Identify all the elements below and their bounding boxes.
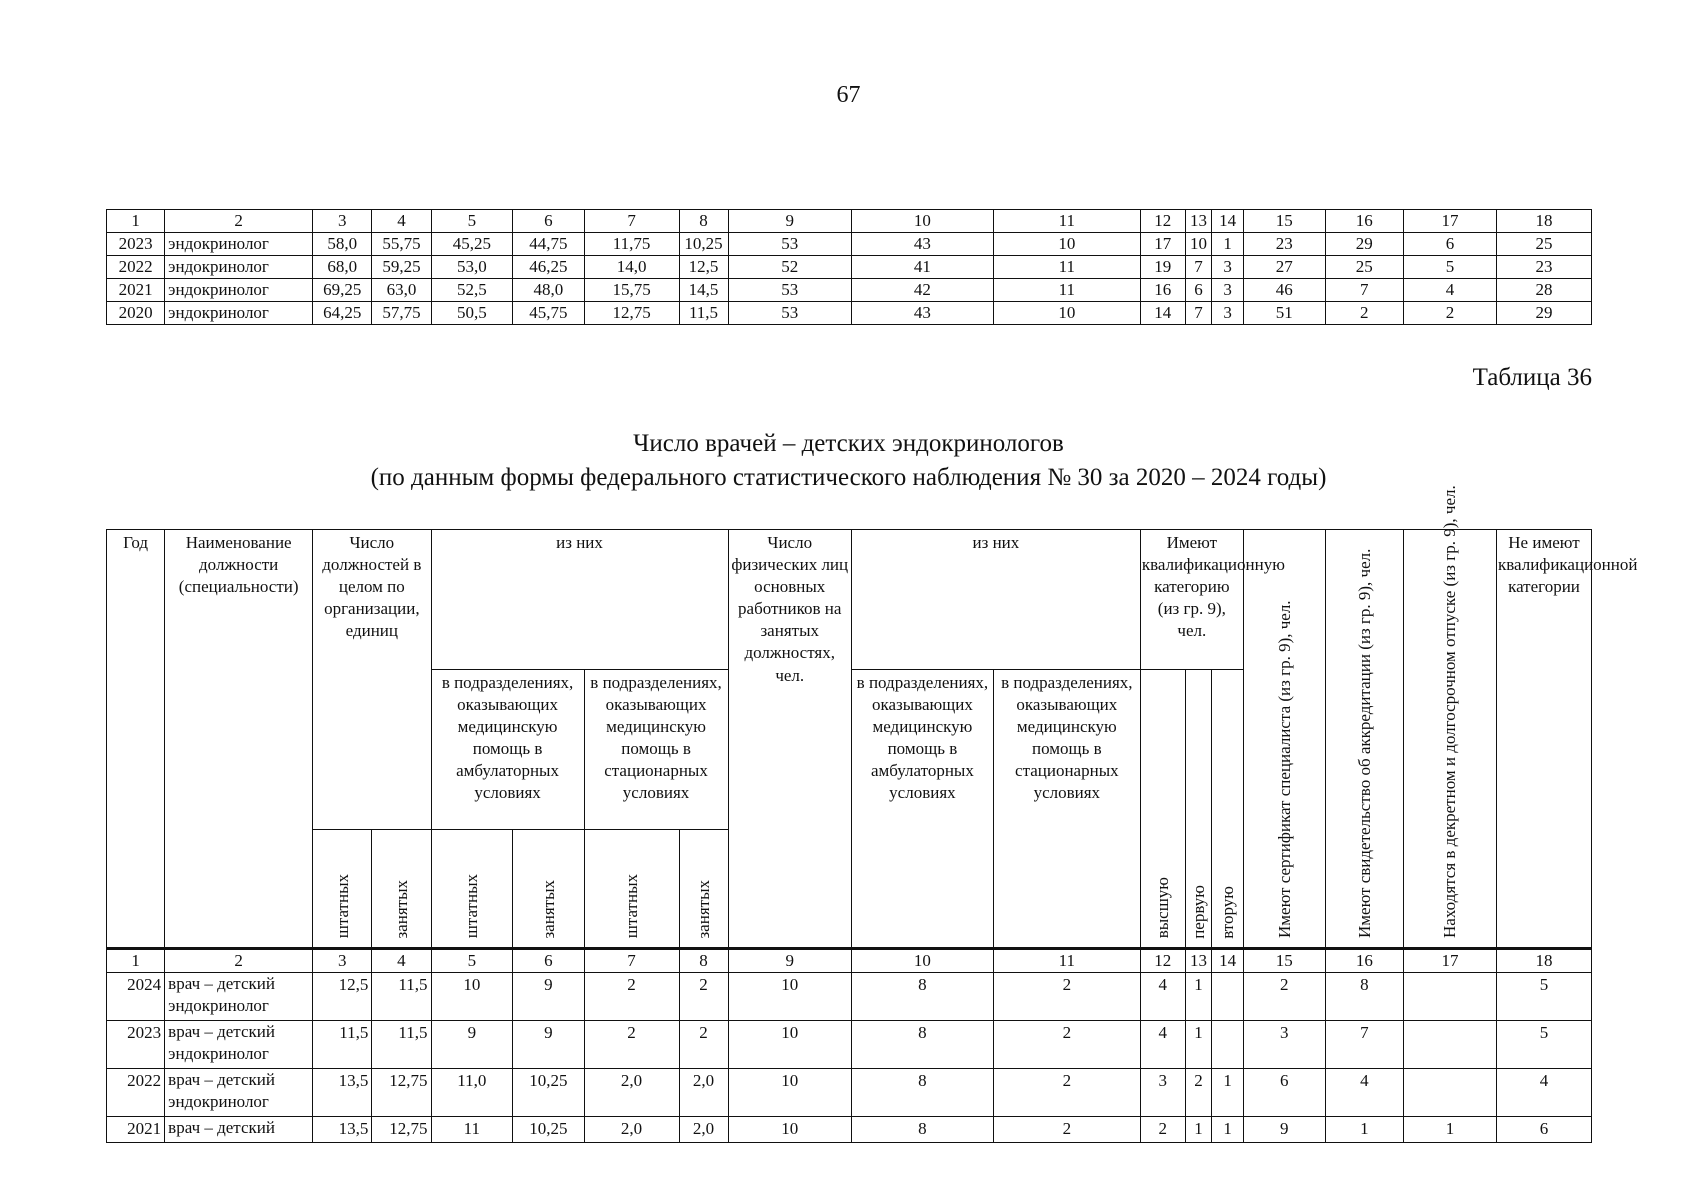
table-label: Таблица 36 (1472, 364, 1592, 391)
value-cell: 41 (851, 256, 993, 279)
header-staff-5-text: штатных (462, 874, 482, 939)
position-cell: эндокринолог (165, 279, 313, 302)
value-cell: 51 (1243, 302, 1325, 325)
value-cell: 11,5 (679, 302, 728, 325)
value-cell: 2 (679, 1021, 728, 1069)
value-cell: 46,25 (513, 256, 584, 279)
header-occupied-6-text: занятых (538, 879, 558, 939)
column-number: 14 (1212, 949, 1244, 973)
value-cell: 28 (1496, 279, 1591, 302)
value-cell: 57,75 (372, 302, 431, 325)
value-cell: 1 (1325, 1117, 1404, 1143)
value-cell: 1 (1185, 973, 1212, 1021)
column-number: 16 (1325, 949, 1404, 973)
value-cell: 9 (513, 1021, 584, 1069)
value-cell: 13,5 (313, 1117, 372, 1143)
value-cell: 17 (1140, 233, 1185, 256)
header-highest (1140, 670, 1185, 949)
value-cell: 5 (1496, 973, 1591, 1021)
value-cell: 10 (728, 1069, 851, 1117)
column-number: 8 (679, 210, 728, 233)
column-number: 13 (1185, 210, 1212, 233)
value-cell: 25 (1496, 233, 1591, 256)
header-first-text: первую (1188, 884, 1208, 939)
header-certificate (1243, 530, 1325, 949)
value-cell: 53 (728, 279, 851, 302)
column-number: 10 (851, 210, 993, 233)
header-position: Наименование должности (специальности) (165, 530, 313, 949)
value-cell: 2 (1140, 1117, 1185, 1143)
value-cell: 2 (993, 1069, 1140, 1117)
continuation-table (106, 209, 1592, 325)
column-number: 9 (728, 210, 851, 233)
value-cell: 2 (679, 973, 728, 1021)
value-cell: 3 (1243, 1021, 1325, 1069)
value-cell: 23 (1243, 233, 1325, 256)
position-cell: врач – детский (165, 1117, 313, 1143)
header-of-them-2: из них (851, 530, 1140, 670)
column-number: 11 (993, 949, 1140, 973)
position-cell: эндокринолог (165, 256, 313, 279)
column-number: 18 (1496, 210, 1591, 233)
table-row (107, 1021, 1592, 1069)
value-cell: 7 (1325, 1021, 1404, 1069)
value-cell: 55,75 (372, 233, 431, 256)
value-cell: 23 (1496, 256, 1591, 279)
value-cell: 27 (1243, 256, 1325, 279)
main-table (106, 485, 1638, 1143)
column-number: 4 (372, 210, 431, 233)
header-no-category: Не имеют квалификационной категории (1496, 530, 1591, 949)
table-row (107, 302, 1592, 325)
value-cell: 63,0 (372, 279, 431, 302)
value-cell: 52 (728, 256, 851, 279)
value-cell: 6 (1496, 1117, 1591, 1143)
value-cell: 11 (993, 279, 1140, 302)
caption-line-1: Число врачей – детских эндокринологов (633, 430, 1064, 457)
header-leave-text: Находятся в декретном и долгосрочном отпуске (из гр. 9), чел. (1440, 485, 1460, 939)
header-second (1212, 670, 1244, 949)
value-cell: 10 (728, 1117, 851, 1143)
column-number: 5 (431, 210, 513, 233)
header-inpatient: в подразделениях, оказывающих медицинскую помощь в стационарных условиях (584, 670, 728, 830)
value-cell: 8 (1325, 973, 1404, 1021)
column-number: 3 (313, 210, 372, 233)
value-cell: 9 (513, 973, 584, 1021)
value-cell: 11 (431, 1117, 513, 1143)
value-cell: 43 (851, 233, 993, 256)
column-number: 11 (993, 210, 1140, 233)
value-cell: 2 (993, 973, 1140, 1021)
value-cell: 59,25 (372, 256, 431, 279)
value-cell: 11 (993, 256, 1140, 279)
value-cell: 10,25 (679, 233, 728, 256)
column-number: 12 (1140, 210, 1185, 233)
value-cell: 2,0 (679, 1069, 728, 1117)
header-occupied-4-text: занятых (391, 879, 411, 939)
value-cell: 48,0 (513, 279, 584, 302)
value-cell: 4 (1496, 1069, 1591, 1117)
table-row (107, 256, 1592, 279)
value-cell: 10 (431, 973, 513, 1021)
value-cell: 2 (584, 1021, 679, 1069)
value-cell: 1 (1185, 1021, 1212, 1069)
value-cell (1212, 973, 1244, 1021)
value-cell: 44,75 (513, 233, 584, 256)
value-cell: 6 (1185, 279, 1212, 302)
value-cell: 10 (728, 1021, 851, 1069)
header-first (1185, 670, 1212, 949)
value-cell: 9 (431, 1021, 513, 1069)
column-number: 1 (107, 949, 165, 973)
header-ambulatory: в подразделениях, оказывающих медицинскую помощь в амбулаторных условиях (431, 670, 584, 830)
column-number: 8 (679, 949, 728, 973)
value-cell: 2 (1325, 302, 1404, 325)
column-number: 16 (1325, 210, 1404, 233)
year-cell: 2021 (107, 279, 165, 302)
value-cell: 13,5 (313, 1069, 372, 1117)
value-cell: 12,75 (372, 1117, 431, 1143)
year-cell: 2022 (107, 256, 165, 279)
page-number: 67 (836, 82, 861, 108)
column-number: 6 (513, 949, 584, 973)
value-cell (1212, 1021, 1244, 1069)
value-cell: 29 (1496, 302, 1591, 325)
value-cell: 2 (1243, 973, 1325, 1021)
value-cell: 10 (728, 973, 851, 1021)
column-number: 15 (1243, 210, 1325, 233)
value-cell: 3 (1212, 279, 1244, 302)
value-cell (1404, 1069, 1497, 1117)
header-qualification: Имеют квалификационную категорию (из гр. 9), чел. (1140, 530, 1243, 670)
header-accreditation-text: Имеют свидетельство об аккредитации (из гр. 9), чел. (1354, 548, 1374, 939)
value-cell: 53 (728, 233, 851, 256)
table-row (107, 1117, 1592, 1143)
year-cell: 2024 (107, 973, 165, 1021)
value-cell: 8 (851, 1117, 993, 1143)
value-cell: 2,0 (679, 1117, 728, 1143)
value-cell: 19 (1140, 256, 1185, 279)
value-cell: 53,0 (431, 256, 513, 279)
value-cell: 64,25 (313, 302, 372, 325)
value-cell: 4 (1325, 1069, 1404, 1117)
value-cell: 14,0 (584, 256, 679, 279)
column-number: 9 (728, 949, 851, 973)
position-cell: врач – детский эндокринолог (165, 1021, 313, 1069)
year-cell: 2022 (107, 1069, 165, 1117)
header-certificate-text: Имеют сертификат специалиста (из гр. 9), чел. (1274, 600, 1294, 939)
value-cell: 68,0 (313, 256, 372, 279)
header-physical-persons: Число физических лиц основных работников на занятых должностях, чел. (728, 530, 851, 949)
value-cell: 1 (1212, 1069, 1244, 1117)
value-cell: 14,5 (679, 279, 728, 302)
value-cell: 7 (1185, 302, 1212, 325)
value-cell: 58,0 (313, 233, 372, 256)
value-cell: 2 (584, 973, 679, 1021)
value-cell: 6 (1243, 1069, 1325, 1117)
value-cell: 12,75 (584, 302, 679, 325)
value-cell: 11,75 (584, 233, 679, 256)
value-cell: 53 (728, 302, 851, 325)
value-cell: 46 (1243, 279, 1325, 302)
value-cell: 4 (1140, 1021, 1185, 1069)
value-cell: 9 (1243, 1117, 1325, 1143)
header-leave (1404, 485, 1497, 949)
value-cell: 25 (1325, 256, 1404, 279)
value-cell: 8 (851, 973, 993, 1021)
value-cell: 1 (1185, 1117, 1212, 1143)
value-cell: 50,5 (431, 302, 513, 325)
position-cell: врач – детский эндокринолог (165, 973, 313, 1021)
value-cell: 2 (993, 1117, 1140, 1143)
value-cell: 8 (851, 1021, 993, 1069)
value-cell: 4 (1404, 279, 1497, 302)
value-cell: 6 (1404, 233, 1497, 256)
header-positions-count: Число должностей в целом по организации, единиц (313, 530, 431, 830)
value-cell: 14 (1140, 302, 1185, 325)
value-cell: 1 (1212, 233, 1244, 256)
header-ambulatory-2: в подразделениях, оказывающих медицинскую помощь в амбулаторных условиях (851, 670, 993, 949)
header-occupied-8-text: занятых (693, 879, 713, 939)
column-number: 3 (313, 949, 372, 973)
column-number: 18 (1496, 949, 1591, 973)
value-cell: 12,5 (313, 973, 372, 1021)
table-row (107, 973, 1592, 1021)
value-cell: 2 (1185, 1069, 1212, 1117)
header-of-them: из них (431, 530, 728, 670)
year-cell: 2023 (107, 1021, 165, 1069)
value-cell: 12,5 (679, 256, 728, 279)
column-number: 5 (431, 949, 513, 973)
value-cell: 3 (1140, 1069, 1185, 1117)
value-cell: 11,5 (372, 973, 431, 1021)
header-accreditation (1325, 530, 1404, 949)
table-row (107, 1069, 1592, 1117)
value-cell: 4 (1140, 973, 1185, 1021)
value-cell: 45,75 (513, 302, 584, 325)
value-cell: 69,25 (313, 279, 372, 302)
column-number: 7 (584, 949, 679, 973)
value-cell: 2,0 (584, 1117, 679, 1143)
header-staff-3 (313, 830, 372, 949)
value-cell: 7 (1325, 279, 1404, 302)
value-cell: 2 (1404, 302, 1497, 325)
header-staff-5 (431, 830, 513, 949)
value-cell: 43 (851, 302, 993, 325)
column-number: 10 (851, 949, 993, 973)
value-cell: 10,25 (513, 1069, 584, 1117)
caption-line-2: (по данным формы федерального статистического наблюдения № 30 за 2020 – 2024 годы) (370, 464, 1327, 491)
column-number: 2 (165, 210, 313, 233)
column-number-row (107, 210, 1592, 233)
value-cell: 11,5 (313, 1021, 372, 1069)
value-cell: 11,0 (431, 1069, 513, 1117)
value-cell: 15,75 (584, 279, 679, 302)
value-cell: 7 (1185, 256, 1212, 279)
value-cell: 3 (1212, 302, 1244, 325)
value-cell: 3 (1212, 256, 1244, 279)
column-number: 17 (1404, 949, 1497, 973)
year-cell: 2023 (107, 233, 165, 256)
column-number: 12 (1140, 949, 1185, 973)
header-inpatient-2: в подразделениях, оказывающих медицинскую помощь в стационарных условиях (993, 670, 1140, 949)
header-highest-text: высшую (1153, 877, 1173, 939)
table-row (107, 233, 1592, 256)
value-cell: 10 (993, 233, 1140, 256)
header-year: Год (107, 530, 165, 949)
value-cell (1404, 973, 1497, 1021)
value-cell: 10 (1185, 233, 1212, 256)
value-cell: 2 (993, 1021, 1140, 1069)
value-cell: 5 (1496, 1021, 1591, 1069)
column-number: 14 (1212, 210, 1244, 233)
position-cell: эндокринолог (165, 302, 313, 325)
value-cell: 8 (851, 1069, 993, 1117)
header-occupied-4 (372, 830, 431, 949)
column-number-row (107, 949, 1592, 973)
column-number: 6 (513, 210, 584, 233)
column-number: 7 (584, 210, 679, 233)
value-cell: 1 (1404, 1117, 1497, 1143)
value-cell: 10,25 (513, 1117, 584, 1143)
year-cell: 2021 (107, 1117, 165, 1143)
header-occupied-6 (513, 830, 584, 949)
table-row (107, 279, 1592, 302)
position-cell: врач – детский эндокринолог (165, 1069, 313, 1117)
header-staff-7-text: штатных (621, 874, 641, 939)
header-occupied-8 (679, 830, 728, 949)
header-staff-3-text: штатных (332, 874, 352, 939)
value-cell: 11,5 (372, 1021, 431, 1069)
position-cell: эндокринолог (165, 233, 313, 256)
value-cell: 5 (1404, 256, 1497, 279)
value-cell: 45,25 (431, 233, 513, 256)
column-number: 13 (1185, 949, 1212, 973)
header-second-text: вторую (1217, 885, 1237, 939)
column-number: 4 (372, 949, 431, 973)
value-cell: 42 (851, 279, 993, 302)
value-cell: 16 (1140, 279, 1185, 302)
column-number: 2 (165, 949, 313, 973)
column-number: 1 (107, 210, 165, 233)
value-cell: 52,5 (431, 279, 513, 302)
value-cell: 29 (1325, 233, 1404, 256)
year-cell: 2020 (107, 302, 165, 325)
value-cell (1404, 1021, 1497, 1069)
header-staff-7 (584, 830, 679, 949)
value-cell: 2,0 (584, 1069, 679, 1117)
value-cell: 1 (1212, 1117, 1244, 1143)
column-number: 15 (1243, 949, 1325, 973)
value-cell: 10 (993, 302, 1140, 325)
value-cell: 12,75 (372, 1069, 431, 1117)
column-number: 17 (1404, 210, 1497, 233)
